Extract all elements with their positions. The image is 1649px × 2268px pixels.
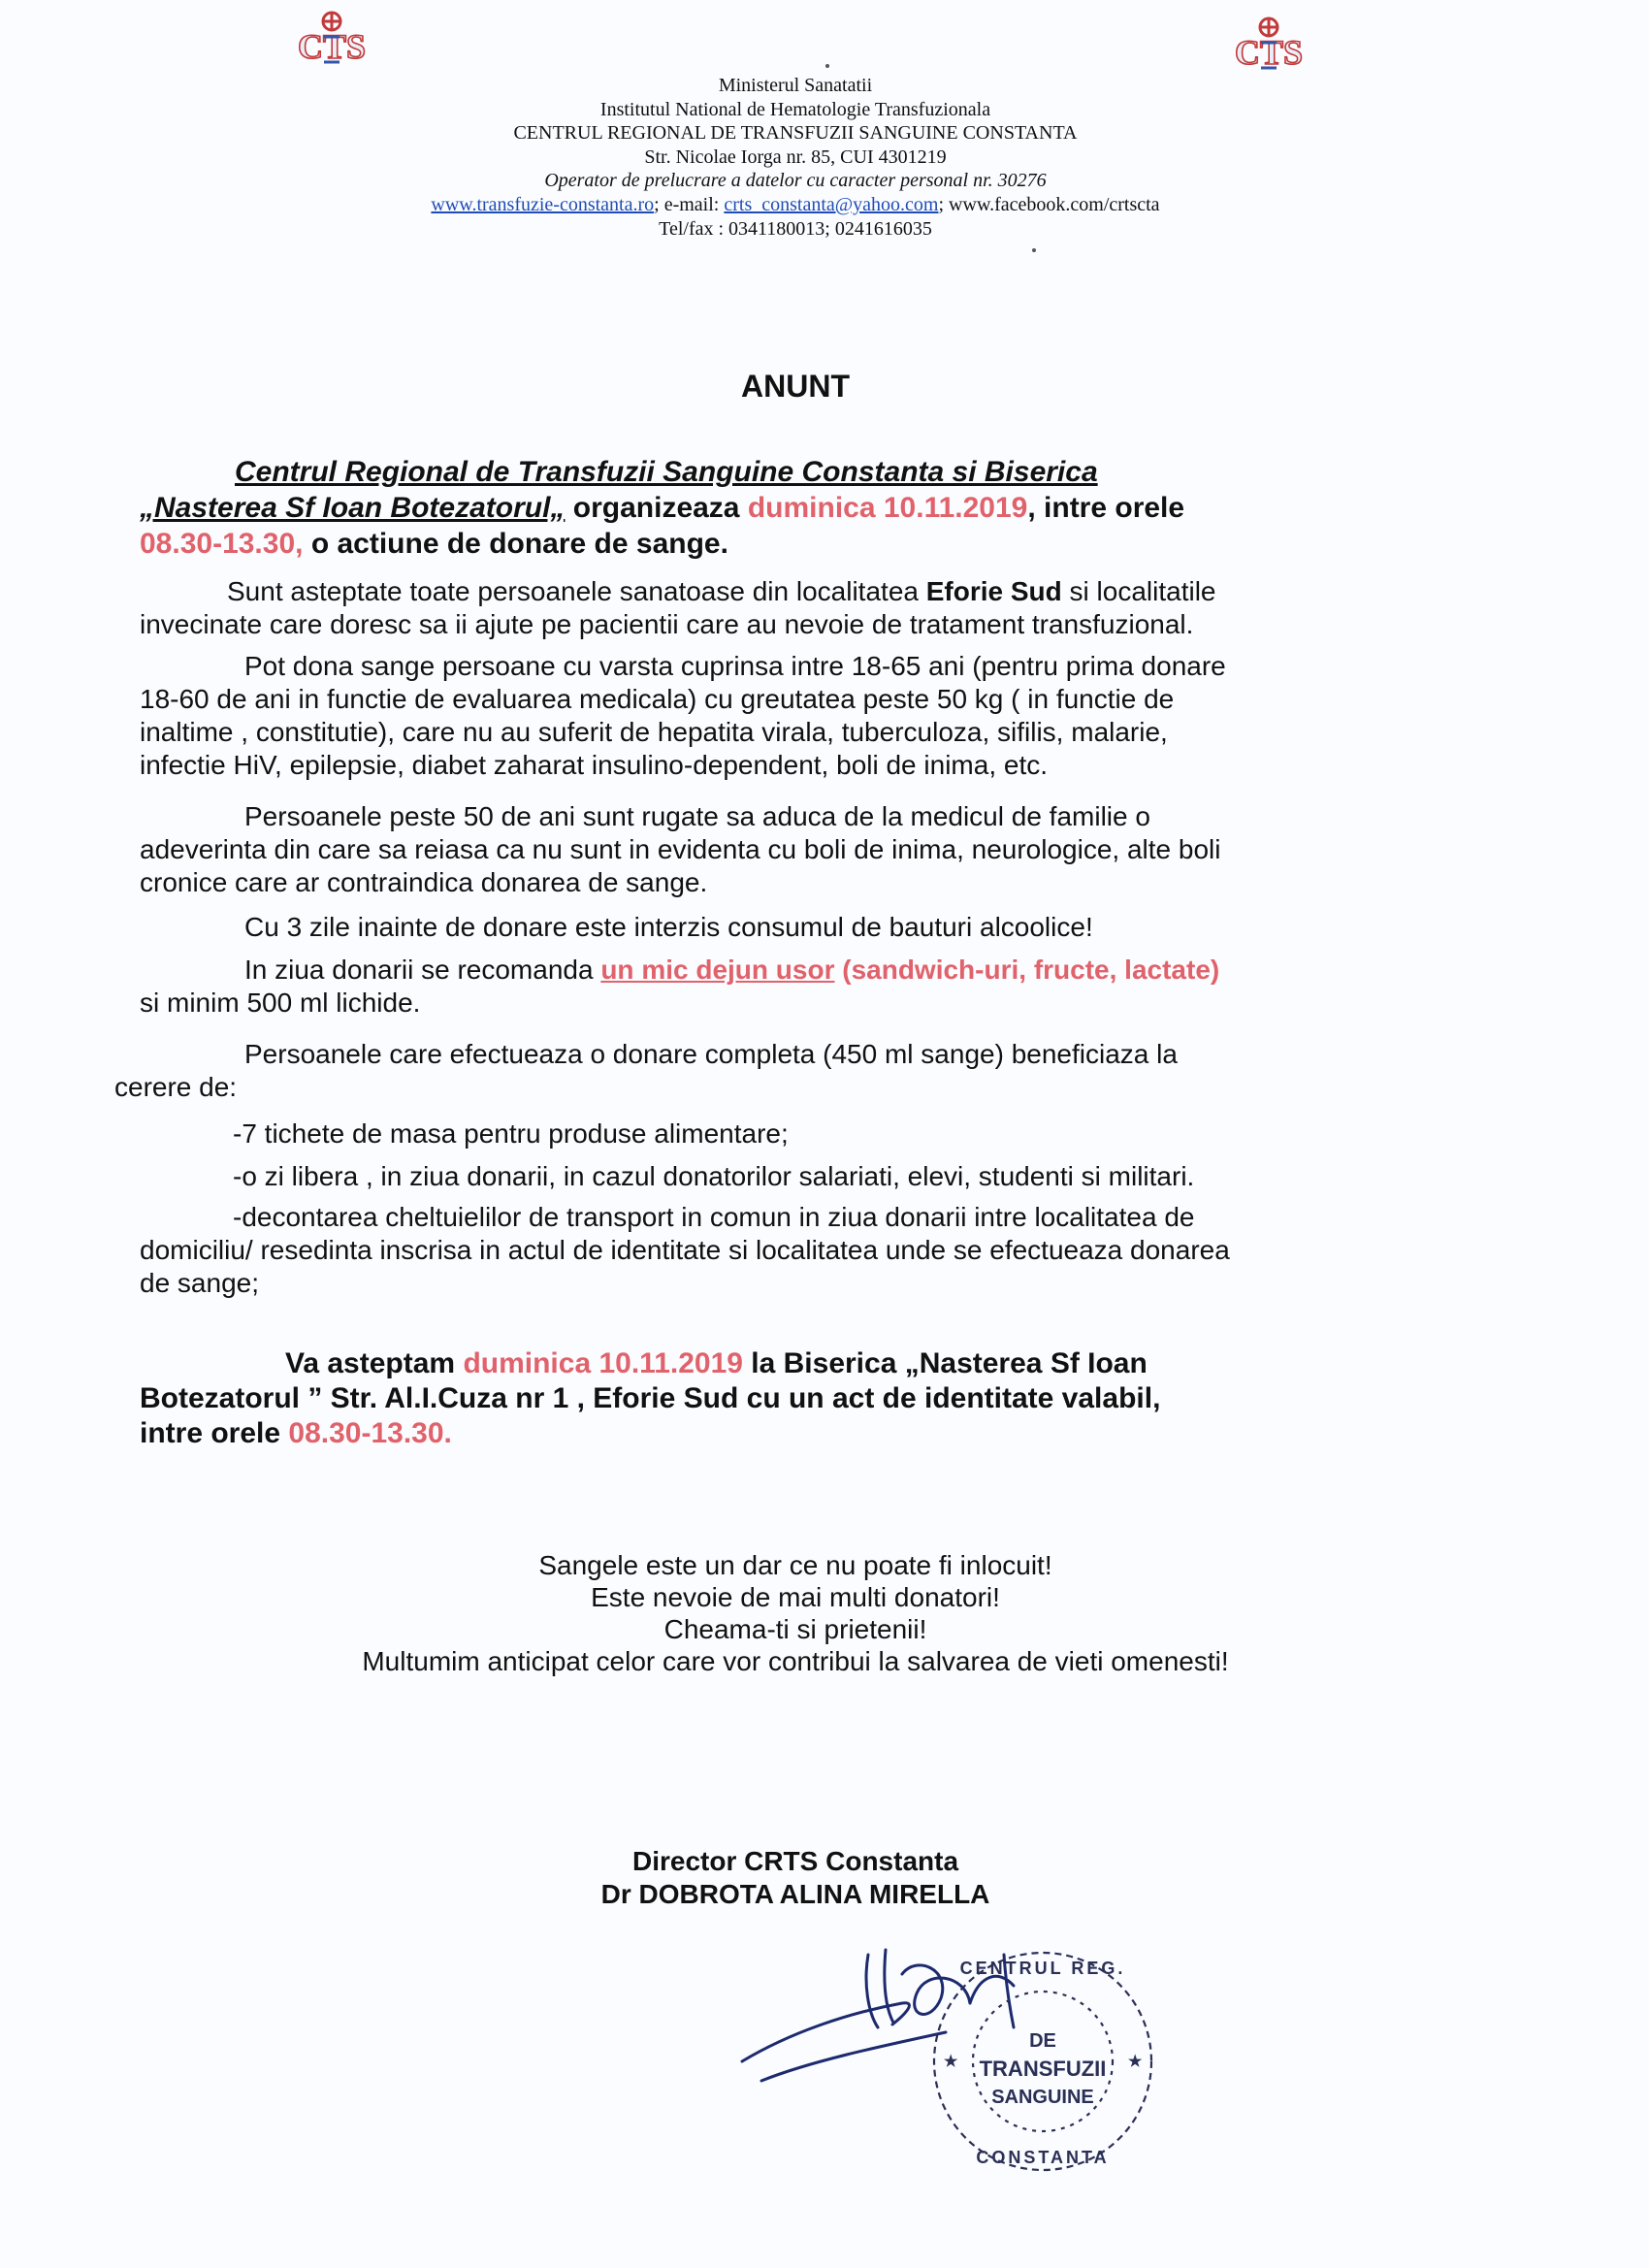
institute-line: Institutul National de Hematologie Transfuzionala xyxy=(599,98,991,120)
facebook-text: ; www.facebook.com/crtscta xyxy=(938,193,1160,215)
contact-line xyxy=(291,193,1300,217)
benefit-2 xyxy=(233,1160,1194,1193)
paragraph-5 xyxy=(140,954,1219,1020)
p3-text-b: adeverinta din care sa reiasa ca nu sunt in evidenta cu boli de inima, neurologice, alte boli xyxy=(140,834,1221,864)
slogan-1: Sangele este un dar ce nu poate fi inlocuit! xyxy=(538,1550,1052,1580)
svg-text:CTS: CTS xyxy=(1234,33,1304,72)
paragraph-6 xyxy=(114,1038,1178,1104)
benefit-2-text: -o zi libera , in ziua donarii, in cazul donatorilor salariati, elevi, studenti si militari. xyxy=(233,1161,1195,1191)
p5-breakfast-examples: (sandwich-uri, fructe, lactate) xyxy=(834,955,1220,985)
p2-text-b: 18-60 de ani in functie de evaluarea medicala) cu greutatea peste 50 kg ( in functie de xyxy=(140,684,1175,714)
email-link[interactable]: crts_constanta@yahoo.com xyxy=(724,193,939,215)
p2-text-a: Pot dona sange persoane cu varsta cuprinsa intre 18-65 ani (pentru prima donare xyxy=(244,651,1226,681)
slogan-4: Multumim anticipat celor care vor contribui la salvarea de vieti omenesti! xyxy=(362,1646,1229,1676)
p4-text: Cu 3 zile inainte de donare este interzis consumul de bauturi alcoolice! xyxy=(244,912,1093,942)
scan-speck xyxy=(825,64,829,68)
between-text: , intre orele xyxy=(1027,492,1185,524)
paragraph-1 xyxy=(140,575,1216,641)
letterhead xyxy=(291,74,1300,241)
director-name: Dr DOBROTA ALINA MIRELLA xyxy=(600,1879,990,1909)
director-role: Director CRTS Constanta xyxy=(631,1846,959,1876)
ministry-line: Ministerul Sanatatii xyxy=(718,75,873,96)
p1-text-a: Sunt asteptate toate persoanele sanatoase din localitatea xyxy=(227,576,926,606)
stamp-star-left: ★ xyxy=(944,2054,958,2070)
paragraph-4 xyxy=(244,911,1093,944)
stamp-text-sanguine: SANGUINE xyxy=(991,2087,1094,2108)
p1-text-b: si localitatile xyxy=(1061,576,1216,606)
cts-logo-right xyxy=(1220,14,1317,81)
closing-invitation xyxy=(140,1346,1160,1451)
organizes-text: organizeaza xyxy=(565,492,748,524)
closing-date: duminica 10.11.2019 xyxy=(463,1347,743,1379)
p1-location: Eforie Sud xyxy=(925,576,1062,606)
announcement-lead xyxy=(140,454,1184,562)
p5-text-a: In ziua donarii se recomanda xyxy=(244,955,601,985)
stamp-ring-text-bottom: CONSTANTA xyxy=(976,2148,1110,2167)
p2-text-c: inaltime , constitutie), care nu au suferit de hepatita virala, tuberculoza, sifilis, malarie, xyxy=(140,717,1168,747)
center-line: CENTRUL REGIONAL DE TRANSFUZII SANGUINE CONSTANTA xyxy=(513,122,1078,145)
p5-text-b: si minim 500 ml lichide. xyxy=(140,988,421,1018)
email-label: ; e-mail: xyxy=(654,193,725,215)
organizer-line-1: Centrul Regional de Transfuzii Sanguine Constanta si Biserica xyxy=(235,456,1098,488)
p6-text-b: cerere de: xyxy=(114,1072,238,1102)
stamp-ring-text: CENTRUL REG. xyxy=(959,1959,1126,1978)
paragraph-2 xyxy=(140,650,1226,782)
p5-breakfast: un mic dejun usor xyxy=(600,955,835,985)
event-date: duminica 10.11.2019 xyxy=(747,492,1028,524)
scan-speck xyxy=(1032,248,1036,252)
closing-text-d: intre orele xyxy=(140,1417,289,1449)
benefit-3 xyxy=(140,1201,1230,1300)
benefit-3-text-a: -decontarea cheltuielilor de transport in comun in ziua donarii intre localitatea de xyxy=(233,1202,1195,1232)
operator-line: Operator de prelucrare a datelor cu caracter personal nr. 30276 xyxy=(544,170,1047,192)
p2-text-d: infectie HiV, epilepsie, diabet zaharat insulino-dependent, boli de inima, etc. xyxy=(140,750,1049,780)
website-link[interactable]: www.transfuzie-constanta.ro xyxy=(431,193,655,215)
closing-hours: 08.30-13.30. xyxy=(288,1417,452,1449)
slogans xyxy=(0,1549,1591,1677)
closing-text-b: la Biserica „Nasterea Sf Ioan xyxy=(742,1347,1148,1379)
cts-logo-left xyxy=(283,8,380,76)
benefit-1-text: -7 tichete de masa pentru produse alimentare; xyxy=(233,1118,789,1149)
address-line: Str. Nicolae Iorga nr. 85, CUI 4301219 xyxy=(644,146,947,168)
p1-text-c: invecinate care doresc sa ii ajute pe pacientii care au nevoie de tratament transfuzional. xyxy=(140,609,1194,639)
phone-line: Tel/fax : 0341180013; 0241616035 xyxy=(659,217,932,240)
svg-text:CTS: CTS xyxy=(297,27,367,66)
paragraph-3 xyxy=(140,800,1220,899)
stamp-text-de: DE xyxy=(1029,2030,1056,2052)
stamp-text-transfuzii: TRANSFUZII xyxy=(979,2057,1107,2081)
closing-text-a: Va asteptam xyxy=(285,1347,464,1379)
slogan-2: Este nevoie de mai multi donatori! xyxy=(591,1582,1000,1612)
page-title: ANUNT xyxy=(741,369,850,404)
closing-text-c: Botezatorul ” Str. Al.I.Cuza nr 1 , Eforie Sud cu un act de identitate valabil, xyxy=(140,1382,1161,1414)
p3-text-c: cronice care ar contraindica donarea de sange. xyxy=(140,867,708,897)
slogan-3: Cheama-ti si prietenii! xyxy=(663,1614,927,1644)
action-text: o actiune de donare de sange. xyxy=(303,528,728,560)
stamp-star-right: ★ xyxy=(1128,2054,1143,2070)
p3-text-a: Persoanele peste 50 de ani sunt rugate sa aduca de la medicul de familie o xyxy=(244,801,1150,831)
event-hours: 08.30-13.30, xyxy=(140,528,304,560)
organizer-line-2: „Nasterea Sf Ioan Botezatorul„ xyxy=(140,492,566,524)
benefit-1 xyxy=(233,1118,789,1150)
benefit-3-text-c: de sange; xyxy=(140,1268,259,1298)
signature-and-stamp xyxy=(723,1916,1169,2226)
benefit-3-text-b: domiciliu/ resedinta inscrisa in actul de identitate si localitatea unde se efectueaza donarea xyxy=(140,1235,1230,1265)
p6-text-a: Persoanele care efectueaza o donare completa (450 ml sange) beneficiaza la xyxy=(244,1039,1178,1069)
director-block xyxy=(0,1845,1591,1911)
